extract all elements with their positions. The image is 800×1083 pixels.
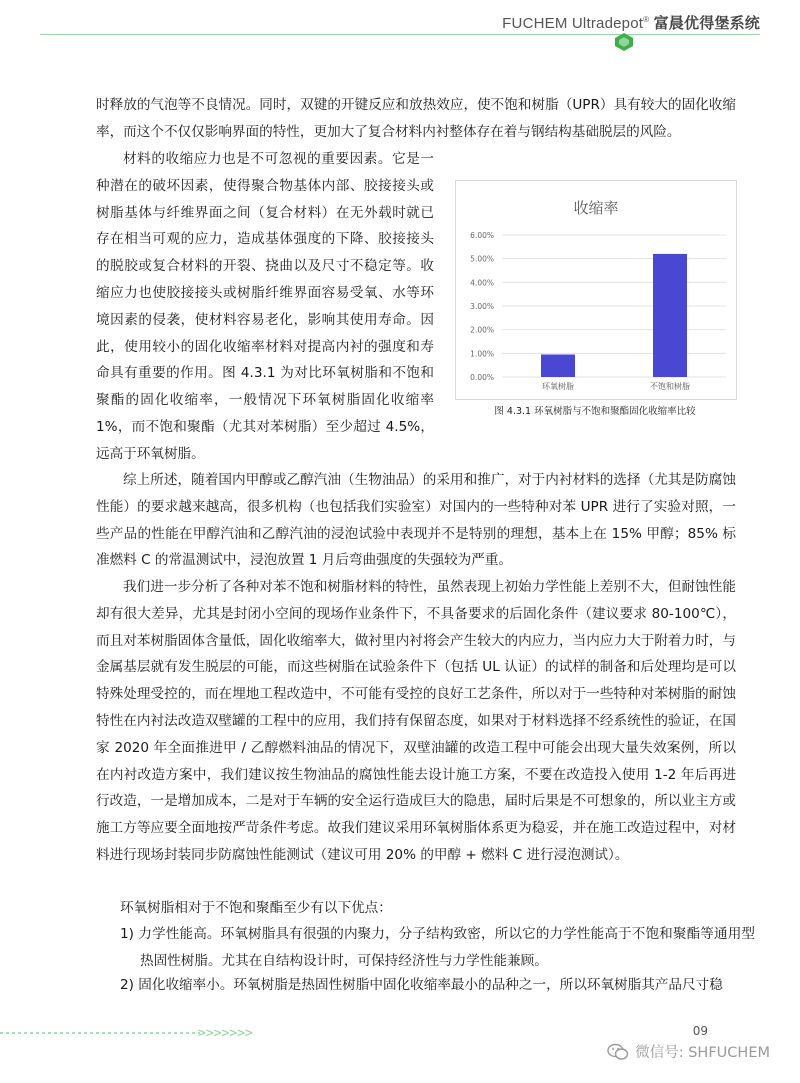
- y-tick-label: 3.00%: [470, 302, 494, 311]
- paragraph-2: 材料的收缩应力也是不可忽视的重要因素。它是一种潜在的破坏因素，使得聚合物基体内部、胶接接头或树脂基体与纤维界面之间（复合材料）在无外载时就已存在相当可观的应力，造成基体强度的下降、胶接接头的脱胶或复合材料的开裂、挠曲以及尺寸不稳定等。收缩应力也使胶接接头或树脂纤维界面容易受氧、水等环境因素的侵袭，使材料容易老化，影响其使用寿命。因此，使用较小的固化收缩率材料对提高内衬的强度和寿命具有重要的作用。图 4.3.1 为对比环氧树脂和不饱和聚酯的固化收缩率，一般情况下环氧树脂固化收缩率 1%，而不饱和聚酯（尤其对苯树脂）至少超过 4.5%，远高于环氧树脂。: [96, 151, 434, 462]
- bar-0: [541, 355, 575, 377]
- paragraph-1: 时释放的气泡等不良情况。同时，双键的开键反应和放热效应，使不饱和树脂（UPR）具有较大的固化收缩率，而这个不仅仅影响界面的特性，更加大了复合材料内衬整体存在着与钢结构基础脱层的风险。: [96, 97, 736, 140]
- brand-en: FUCHEM Ultradepot: [502, 15, 644, 32]
- chart-svg: [456, 181, 736, 399]
- y-tick-label: 6.00%: [470, 231, 494, 240]
- wechat-watermark: [607, 1041, 770, 1062]
- brand-logo-icon: [614, 32, 634, 52]
- x-category-label: 环氧树脂: [542, 382, 574, 391]
- y-tick-label: 4.00%: [470, 278, 494, 288]
- y-tick-label: 5.00%: [470, 254, 494, 264]
- advantage-item-1: 1) 力学性能高。环氧树脂具有很强的内聚力，分子结构致密，所以它的力学性能高于不饱和聚酯等通用型热固性树脂。尤其在自结构设计时，可保持经济性与力学性能兼顾。: [120, 926, 755, 969]
- watermark-text: 微信号: SHFUCHEM: [635, 1045, 770, 1061]
- page-number: 09: [692, 1024, 708, 1038]
- brand-cn: 富晨优得堡系统: [653, 15, 760, 32]
- y-tick-label: 2.00%: [470, 325, 494, 335]
- advantage-item-2: 2) 固化收缩率小。环氧树脂是热固性树脂中固化收缩率最小的品种之一，所以环氧树脂其产品尺寸稳: [120, 977, 723, 993]
- header-brand: [502, 12, 760, 33]
- wechat-icon: [607, 1043, 629, 1061]
- y-tick-label: 1.00%: [470, 349, 494, 359]
- advantages-title: 环氧树脂相对于不饱和聚酯至少有以下优点：: [120, 900, 392, 916]
- chart-title: 收缩率: [573, 199, 619, 217]
- paragraph-3: 综上所述，随着国内甲醇或乙醇汽油（生物油品）的采用和推广，对于内衬材料的选择（尤其是防腐蚀性能）的要求越来越高，很多机构（也包括我们实验室）对国内的一些特种对苯 UPR 进行了实验对照，一些产品的性能在甲醇汽油和乙醇汽油的浸泡试验中表现并不是特别的理想，基本上在 15% 甲醇；85% 标准燃料 C 的常温测试中，浸泡放置 1 月后弯曲强度的失强较为严重。: [96, 472, 736, 569]
- y-tick-label: 0.00%: [470, 373, 494, 382]
- paragraph-4: 我们进一步分析了各种对苯不饱和树脂材料的特性，虽然表现上初始力学性能上差别不大，但耐蚀性能却有很大差异，尤其是封闭小空间的现场作业条件下，不具备要求的后固化条件（建议要求 80-100℃），而且对苯树脂固体含量低，固化收缩率大，做衬里内衬将会产生较大的内应力，当内应力大于附着力时，与金属基层就有发生脱层的可能，而这些树脂在试验条件下（包括 UL 认证）的试样的制备和后处理均是可以特殊处理受控的，而在埋地工程改造中，不可能有受控的良好工艺条件，所以对于一些特种对苯树脂的耐蚀特性在内衬法改造双壁罐的工程中的应用，我们持有保留态度，如果对于材料选择不经系统性的验证，在国家 2020 年全面推进甲 / 乙醇燃料油品的情况下，双壁油罐的改造工程中可能会出现大量失效案例，所以在内衬改造方案中，我们建议按生物油品的腐蚀性能去设计施工方案，不要在改造投入使用 1-2 年后再进行改造，一是增加成本，二是对于车辆的安全运行造成巨大的隐患，届时后果是不可想象的，所以业主方或施工方等应要全面地按严苛条件考虑。故我们建议采用环氧树脂体系更为稳妥，并在施工改造过程中，对材料进行现场封装同步防腐蚀性能测试（建议可用 20% 的甲醇 + 燃料 C 进行浸泡测试）。: [96, 579, 736, 863]
- x-category-label: 不饱和树脂: [650, 382, 690, 391]
- header-divider: [40, 34, 760, 35]
- bar-1: [653, 254, 687, 377]
- figure-caption: 图 4.3.1 环氧树脂与不饱和聚酯固化收缩率比较: [494, 406, 696, 417]
- footer-arrows: >>>>>>>: [198, 1026, 253, 1040]
- shrinkage-chart: [455, 180, 737, 400]
- footer-arrows-decoration: [0, 1026, 300, 1040]
- brand-mark: ®: [643, 15, 650, 24]
